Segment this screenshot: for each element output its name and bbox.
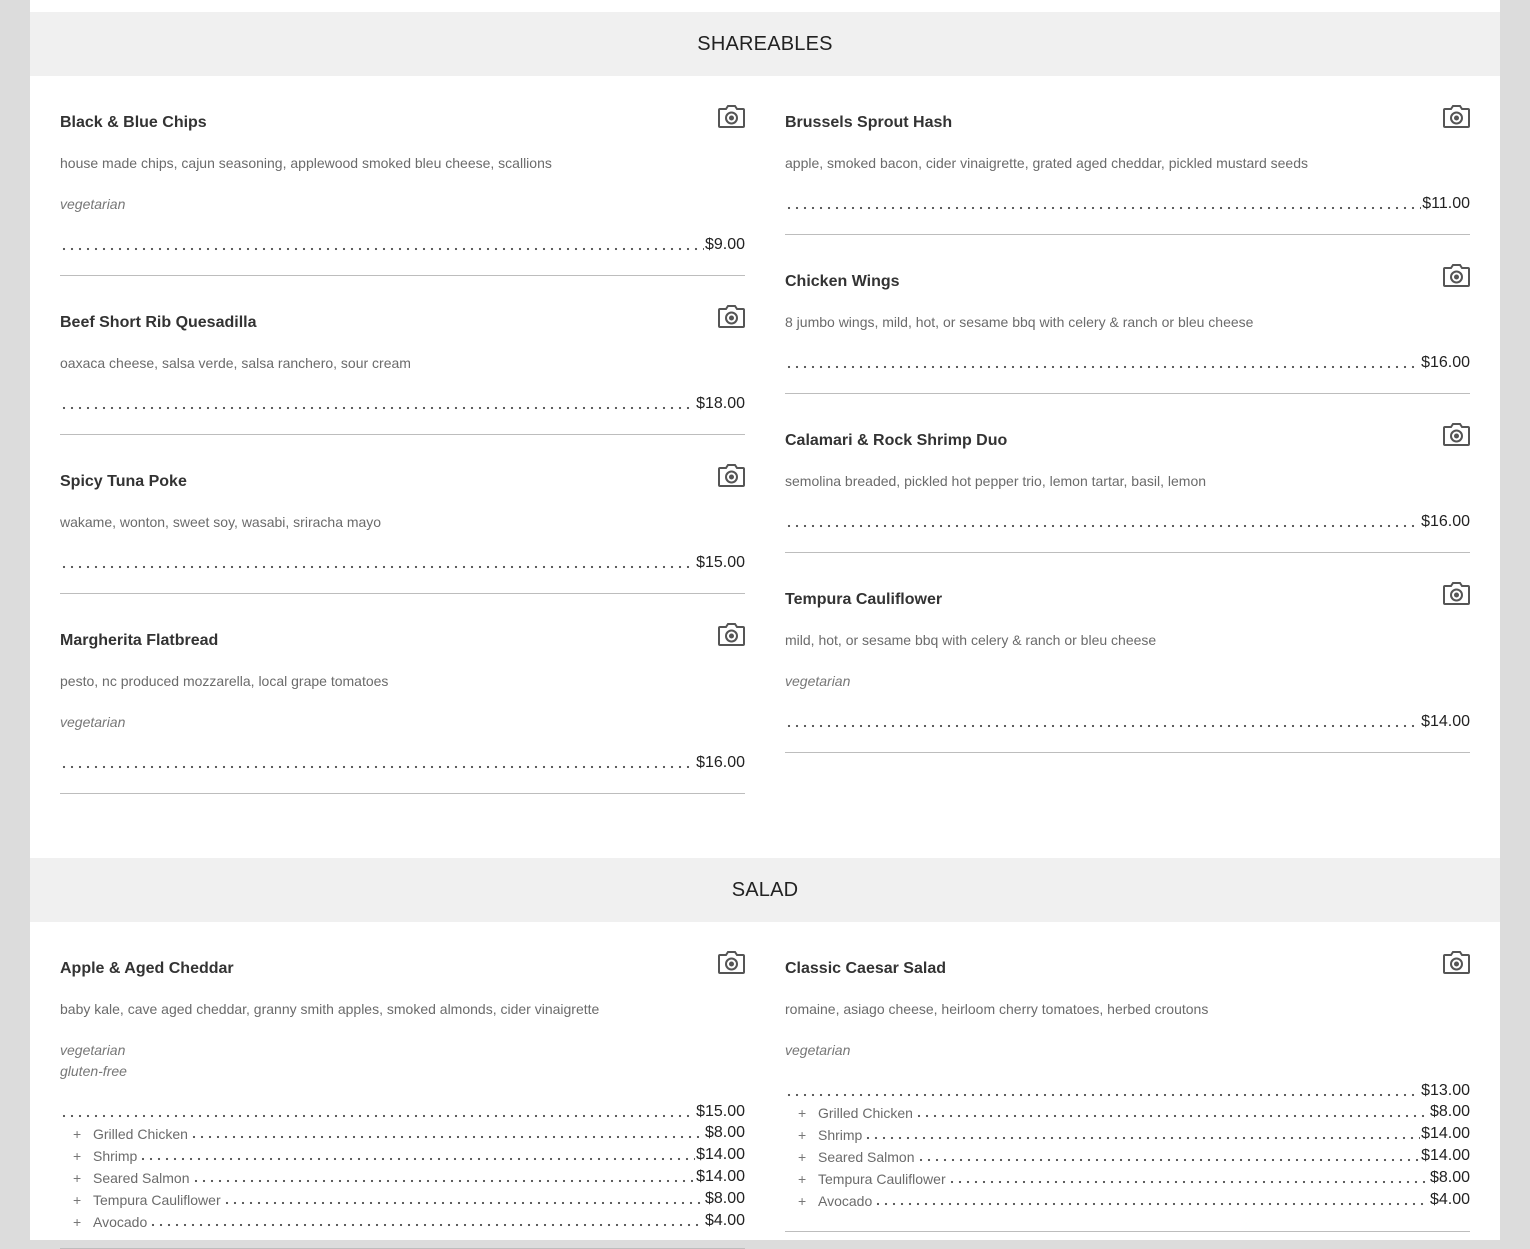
camera-icon[interactable]	[1443, 264, 1470, 287]
item-name: Chicken Wings	[785, 273, 900, 290]
addon-label: Tempura Cauliflower	[93, 1192, 221, 1208]
addon-row[interactable]	[60, 1145, 745, 1165]
addon-price: $4.00	[1429, 1191, 1470, 1208]
addon-price: $8.00	[704, 1124, 745, 1141]
camera-icon[interactable]	[1443, 105, 1470, 128]
price-row	[785, 353, 1470, 373]
item-tag: vegetarian	[785, 673, 851, 689]
plus-icon: +	[73, 1170, 82, 1186]
menu-item	[60, 313, 745, 435]
dot-leader	[785, 524, 1420, 528]
price-row	[785, 194, 1470, 214]
addon-label: Seared Salmon	[93, 1170, 190, 1186]
item-name: Calamari & Rock Shrimp Duo	[785, 432, 1008, 449]
addon-label: Avocado	[818, 1193, 873, 1209]
dot-leader	[192, 1179, 696, 1183]
price-row	[785, 1081, 1470, 1101]
addon-price: $8.00	[1429, 1169, 1470, 1186]
menu-item	[785, 113, 1470, 235]
dot-leader	[60, 565, 695, 569]
menu-item	[60, 959, 745, 1249]
dot-leader	[785, 724, 1420, 728]
addon-label: Tempura Cauliflower	[818, 1171, 946, 1187]
addon-row[interactable]	[785, 1190, 1470, 1210]
addon-row[interactable]	[60, 1167, 745, 1187]
addon-row[interactable]	[60, 1189, 745, 1209]
dot-leader	[223, 1201, 704, 1205]
addon-label: Shrimp	[818, 1127, 863, 1143]
dot-leader	[190, 1135, 704, 1139]
addon-label: Seared Salmon	[818, 1149, 915, 1165]
plus-icon: +	[798, 1127, 807, 1143]
plus-icon: +	[73, 1192, 82, 1208]
item-tag: vegetarian	[60, 1042, 126, 1058]
addon-label: Grilled Chicken	[93, 1126, 188, 1142]
addon-price: $4.00	[704, 1212, 745, 1229]
dot-leader	[864, 1136, 1420, 1140]
item-name: Apple & Aged Cheddar	[60, 960, 234, 977]
item-name: Classic Caesar Salad	[785, 960, 946, 977]
addon-row[interactable]	[785, 1124, 1470, 1144]
plus-icon: +	[798, 1149, 807, 1165]
price-row	[785, 512, 1470, 532]
section-title: SHAREABLES	[697, 32, 833, 55]
menu-item	[60, 631, 745, 794]
addon-price: $8.00	[1429, 1103, 1470, 1120]
item-name: Black & Blue Chips	[60, 114, 207, 131]
camera-icon[interactable]	[718, 305, 745, 328]
camera-icon[interactable]	[1443, 423, 1470, 446]
dot-leader	[948, 1180, 1429, 1184]
dot-leader	[60, 1114, 695, 1118]
camera-icon[interactable]	[718, 951, 745, 974]
item-price: $14.00	[1421, 713, 1470, 730]
dot-leader	[874, 1202, 1429, 1206]
plus-icon: +	[798, 1105, 807, 1121]
item-description: mild, hot, or sesame bbq with celery & ranch or bleu cheese	[785, 632, 1157, 648]
addon-price: $14.00	[1421, 1125, 1470, 1142]
item-name: Brussels Sprout Hash	[785, 114, 953, 131]
addon-row[interactable]	[785, 1146, 1470, 1166]
camera-icon[interactable]	[718, 623, 745, 646]
camera-icon[interactable]	[718, 464, 745, 487]
section-header-shareables	[30, 12, 1500, 76]
dot-leader	[60, 765, 695, 769]
price-row	[60, 753, 745, 773]
dot-leader	[139, 1157, 695, 1161]
item-name: Margherita Flatbread	[60, 632, 219, 649]
item-description: pesto, nc produced mozzarella, local grape tomatoes	[60, 673, 389, 689]
item-price: $13.00	[1421, 1082, 1470, 1099]
menu-item	[785, 959, 1470, 1232]
dot-leader	[785, 1093, 1420, 1097]
item-description: baby kale, cave aged cheddar, granny smith apples, smoked almonds, cider vinaigrette	[60, 1001, 600, 1017]
price-row	[785, 712, 1470, 732]
price-row	[60, 1102, 745, 1122]
menu-item	[60, 472, 745, 594]
menu-item	[785, 272, 1470, 394]
section-title: SALAD	[731, 878, 799, 901]
menu-item	[785, 590, 1470, 753]
price-row	[60, 553, 745, 573]
addon-row[interactable]	[785, 1168, 1470, 1188]
dot-leader	[60, 406, 695, 410]
addon-price: $8.00	[704, 1190, 745, 1207]
dot-leader	[915, 1114, 1429, 1118]
plus-icon: +	[73, 1126, 82, 1142]
dot-leader	[785, 365, 1420, 369]
item-name: Tempura Cauliflower	[785, 591, 943, 608]
item-price: $16.00	[1421, 354, 1470, 371]
addon-row[interactable]	[60, 1211, 745, 1231]
addon-label: Avocado	[93, 1214, 148, 1230]
item-tag: gluten-free	[60, 1063, 127, 1079]
plus-icon: +	[798, 1193, 807, 1209]
addon-row[interactable]	[60, 1123, 745, 1143]
camera-icon[interactable]	[718, 105, 745, 128]
item-description: romaine, asiago cheese, heirloom cherry tomatoes, herbed croutons	[785, 1001, 1209, 1017]
plus-icon: +	[798, 1171, 807, 1187]
camera-icon[interactable]	[1443, 951, 1470, 974]
item-price: $15.00	[696, 1103, 745, 1120]
item-price: $16.00	[1421, 513, 1470, 530]
plus-icon: +	[73, 1214, 82, 1230]
item-tag: vegetarian	[785, 1042, 851, 1058]
addon-row[interactable]	[785, 1102, 1470, 1122]
camera-icon[interactable]	[1443, 582, 1470, 605]
item-price: $15.00	[696, 554, 745, 571]
price-row	[60, 394, 745, 414]
item-description: house made chips, cajun seasoning, applewood smoked bleu cheese, scallions	[60, 155, 552, 171]
item-tag: vegetarian	[60, 714, 126, 730]
menu-item	[60, 113, 745, 276]
menu-item	[785, 431, 1470, 553]
item-description: 8 jumbo wings, mild, hot, or sesame bbq with celery & ranch or bleu cheese	[785, 314, 1254, 330]
item-name: Spicy Tuna Poke	[60, 473, 187, 490]
addon-price: $14.00	[1421, 1147, 1470, 1164]
addon-label: Grilled Chicken	[818, 1105, 913, 1121]
item-price: $9.00	[704, 236, 745, 253]
item-description: semolina breaded, pickled hot pepper trio, lemon tartar, basil, lemon	[785, 473, 1207, 489]
dot-leader	[917, 1158, 1421, 1162]
addon-price: $14.00	[696, 1146, 745, 1163]
addon-price: $14.00	[696, 1168, 745, 1185]
item-description: oaxaca cheese, salsa verde, salsa ranchero, sour cream	[60, 355, 411, 371]
item-price: $18.00	[696, 395, 745, 412]
item-description: wakame, wonton, sweet soy, wasabi, sriracha mayo	[60, 514, 382, 530]
dot-leader	[785, 206, 1421, 210]
section-header-salad	[30, 858, 1500, 922]
addon-label: Shrimp	[93, 1148, 138, 1164]
dot-leader	[60, 247, 704, 251]
price-row	[60, 235, 745, 255]
item-description: apple, smoked bacon, cider vinaigrette, grated aged cheddar, pickled mustard seeds	[785, 155, 1308, 171]
menu-page	[30, 0, 1500, 1240]
item-tag: vegetarian	[60, 196, 126, 212]
item-price: $11.00	[1422, 195, 1470, 212]
item-name: Beef Short Rib Quesadilla	[60, 314, 257, 331]
item-price: $16.00	[696, 754, 745, 771]
dot-leader	[149, 1223, 704, 1227]
plus-icon: +	[73, 1148, 82, 1164]
